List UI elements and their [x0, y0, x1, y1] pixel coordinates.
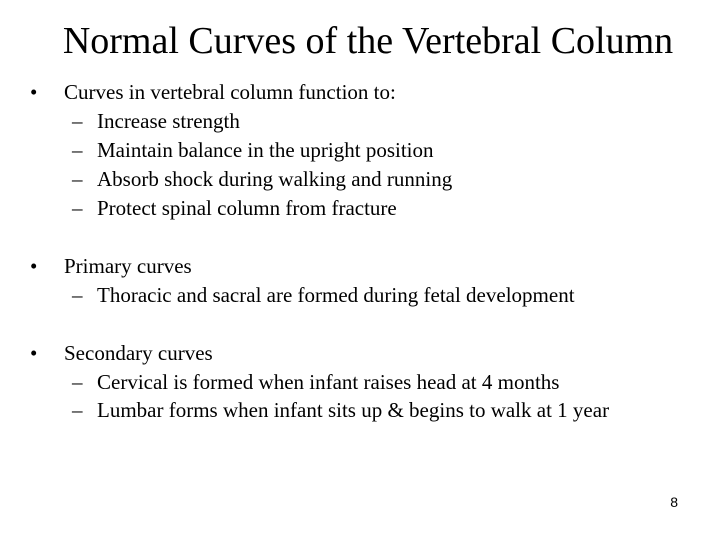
sub-item-text: Thoracic and sacral are formed during fetal development [97, 283, 575, 307]
sub-list [30, 368, 690, 424]
sub-item [30, 194, 690, 223]
sub-list [30, 281, 690, 310]
sub-item [30, 397, 690, 424]
bullet-marker: • [30, 341, 38, 365]
bullet-item [30, 339, 690, 368]
dash-marker: – [72, 138, 83, 162]
bullet-text: Primary curves [64, 254, 192, 278]
slide-title: Normal Curves of the Vertebral Column [62, 20, 674, 62]
sub-item-text: Cervical is formed when infant raises head at 4 months [97, 370, 560, 394]
dash-marker: – [72, 398, 83, 422]
sub-item [30, 165, 690, 194]
slide-body [30, 78, 690, 424]
dash-marker: – [72, 167, 83, 191]
dash-marker: – [72, 283, 83, 307]
dash-marker: – [72, 370, 83, 394]
dash-marker: – [72, 109, 83, 133]
bullet-marker: • [30, 254, 38, 278]
sub-item-text: Maintain balance in the upright position [97, 138, 434, 162]
sub-item-text: Increase strength [97, 109, 240, 133]
sub-item-text: Protect spinal column from fracture [97, 196, 397, 220]
sub-item [30, 281, 690, 310]
sub-item [30, 368, 690, 397]
bullet-marker: • [30, 80, 38, 104]
dash-marker: – [72, 196, 83, 220]
sub-item [30, 136, 690, 165]
bullet-text: Curves in vertebral column function to: [64, 80, 396, 104]
bullet-text: Secondary curves [64, 341, 213, 365]
sub-list [30, 107, 690, 223]
page-number: 8 [670, 494, 678, 510]
sub-item-text: Absorb shock during walking and running [97, 167, 453, 191]
sub-item-text: Lumbar forms when infant sits up & begins to walk at 1 year [97, 398, 610, 422]
bullet-item [30, 252, 690, 281]
sub-item [30, 107, 690, 136]
bullet-item [30, 78, 690, 107]
